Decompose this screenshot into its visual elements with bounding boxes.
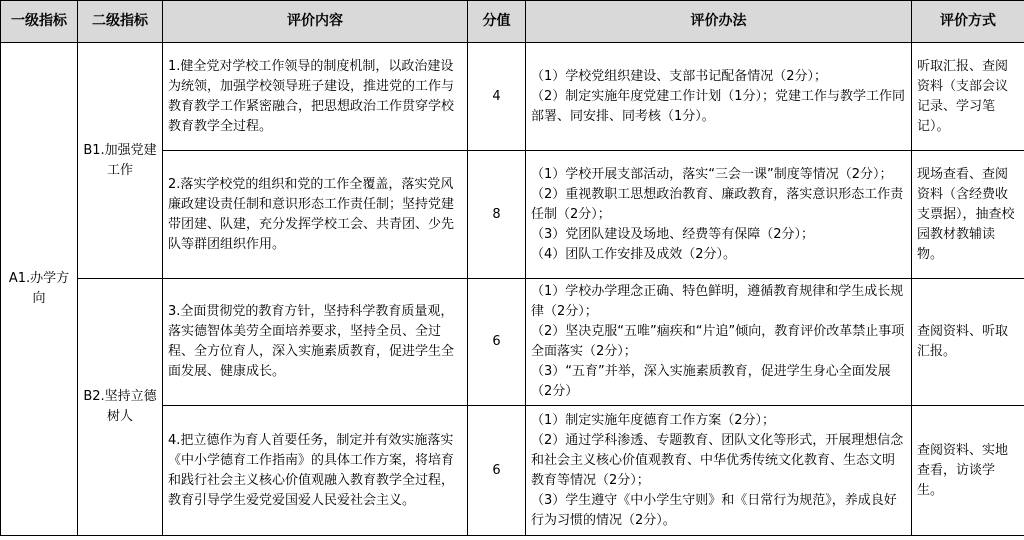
score-cell: 6 (468, 279, 526, 406)
mode-cell: 现场查看、查阅资料（含经费收支票据），抽查校园教材教辅读物。 (912, 151, 1024, 279)
method-item: （1）制定实施年度德育工作方案（2分）； (531, 412, 776, 428)
method-cell (526, 43, 912, 151)
method-item: （1）学校办学理念正确、特色鲜明，遵循教育规律和学生成长规律（2分）； (531, 284, 904, 319)
method-item: （3）学生遵守《中小学生守则》和《日常行为规范》，养成良好行为习惯的情况（2分）。 (531, 492, 897, 528)
method-item: （1）学校党组织建设、支部书记配备情况（2分）； (531, 68, 828, 84)
header-row (1, 1, 1024, 43)
header-score: 分值 (468, 1, 526, 43)
content-cell: 1.健全党对学校工作领导的制度机制，以政治建设为统领，加强学校领导班子建设，推进党的工作与教育教学工作紧密融合，把思想政治工作贯穿学校教育教学全过程。 (163, 43, 468, 151)
header-level2: 二级指标 (78, 1, 163, 43)
score-cell: 4 (468, 43, 526, 151)
method-item: （2）制定实施年度党建工作计划（1分）；党建工作与教学工作同部署、同安排、同考核（1分）。 (531, 88, 906, 124)
content-cell: 2.落实学校党的组织和党的工作全覆盖，落实党风廉政建设责任制和意识形态工作责任制；坚持党建带团建、队建，充分发挥学校工会、共青团、少先队等群团组织作用。 (163, 151, 468, 279)
method-item: （3）“五育”并举，深入实施素质教育，促进学生身心全面发展（2分） (531, 364, 891, 399)
table-row (1, 43, 1024, 151)
header-method: 评价办法 (526, 1, 912, 43)
header-content: 评价内容 (163, 1, 468, 43)
header-level1: 一级指标 (1, 1, 78, 43)
method-cell (526, 279, 912, 406)
content-cell: 4.把立德作为育人首要任务，制定并有效实施落实《中小学德育工作指南》的具体工作方案，将培育和践行社会主义核心价值观融入教育教学全过程，教育引导学生爱党爱国爱人民爱社会主义。 (163, 406, 468, 536)
method-cell (526, 151, 912, 279)
method-item: （1）学校开展支部活动，落实“三会一课”制度等情况（2分）； (531, 166, 893, 182)
score-cell: 6 (468, 406, 526, 536)
score-cell: 8 (468, 151, 526, 279)
method-item: （2）坚决克服“五唯”痼疾和“片追”倾向，教育评价改革禁止事项全面落实（2分）； (531, 324, 905, 359)
mode-cell: 查阅资料、听取汇报。 (912, 279, 1024, 406)
level1-cell: A1.办学方向 (1, 43, 78, 536)
method-item: （2）重视教职工思想政治教育、廉政教育，落实意识形态工作责任制（2分）； (531, 186, 904, 222)
table-row (1, 279, 1024, 406)
method-cell (526, 406, 912, 536)
level2-cell: B2.坚持立德树人 (78, 279, 163, 536)
method-item: （3）党团队建设及场地、经费等有保障（2分）； (531, 226, 815, 242)
content-cell: 3.全面贯彻党的教育方针，坚持科学教育质量观，落实德智体美劳全面培养要求，坚持全员、全过程、全方位育人，深入实施素质教育，促进学生全面发展、健康成长。 (163, 279, 468, 406)
method-item: （2）通过学科渗透、专题教育、团队文化等形式，开展理想信念和社会主义核心价值观教育、中华优秀传统文化教育、生态文明教育等情况（2分）； (531, 432, 904, 488)
header-mode: 评价方式 (912, 1, 1024, 43)
level2-cell: B1.加强党建工作 (78, 43, 163, 279)
mode-cell: 查阅资料、实地查看，访谈学生。 (912, 406, 1024, 536)
mode-cell: 听取汇报、查阅资料（支部会议记录、学习笔记）。 (912, 43, 1024, 151)
method-item: （4）团队工作安排及成效（2分）。 (531, 246, 737, 262)
